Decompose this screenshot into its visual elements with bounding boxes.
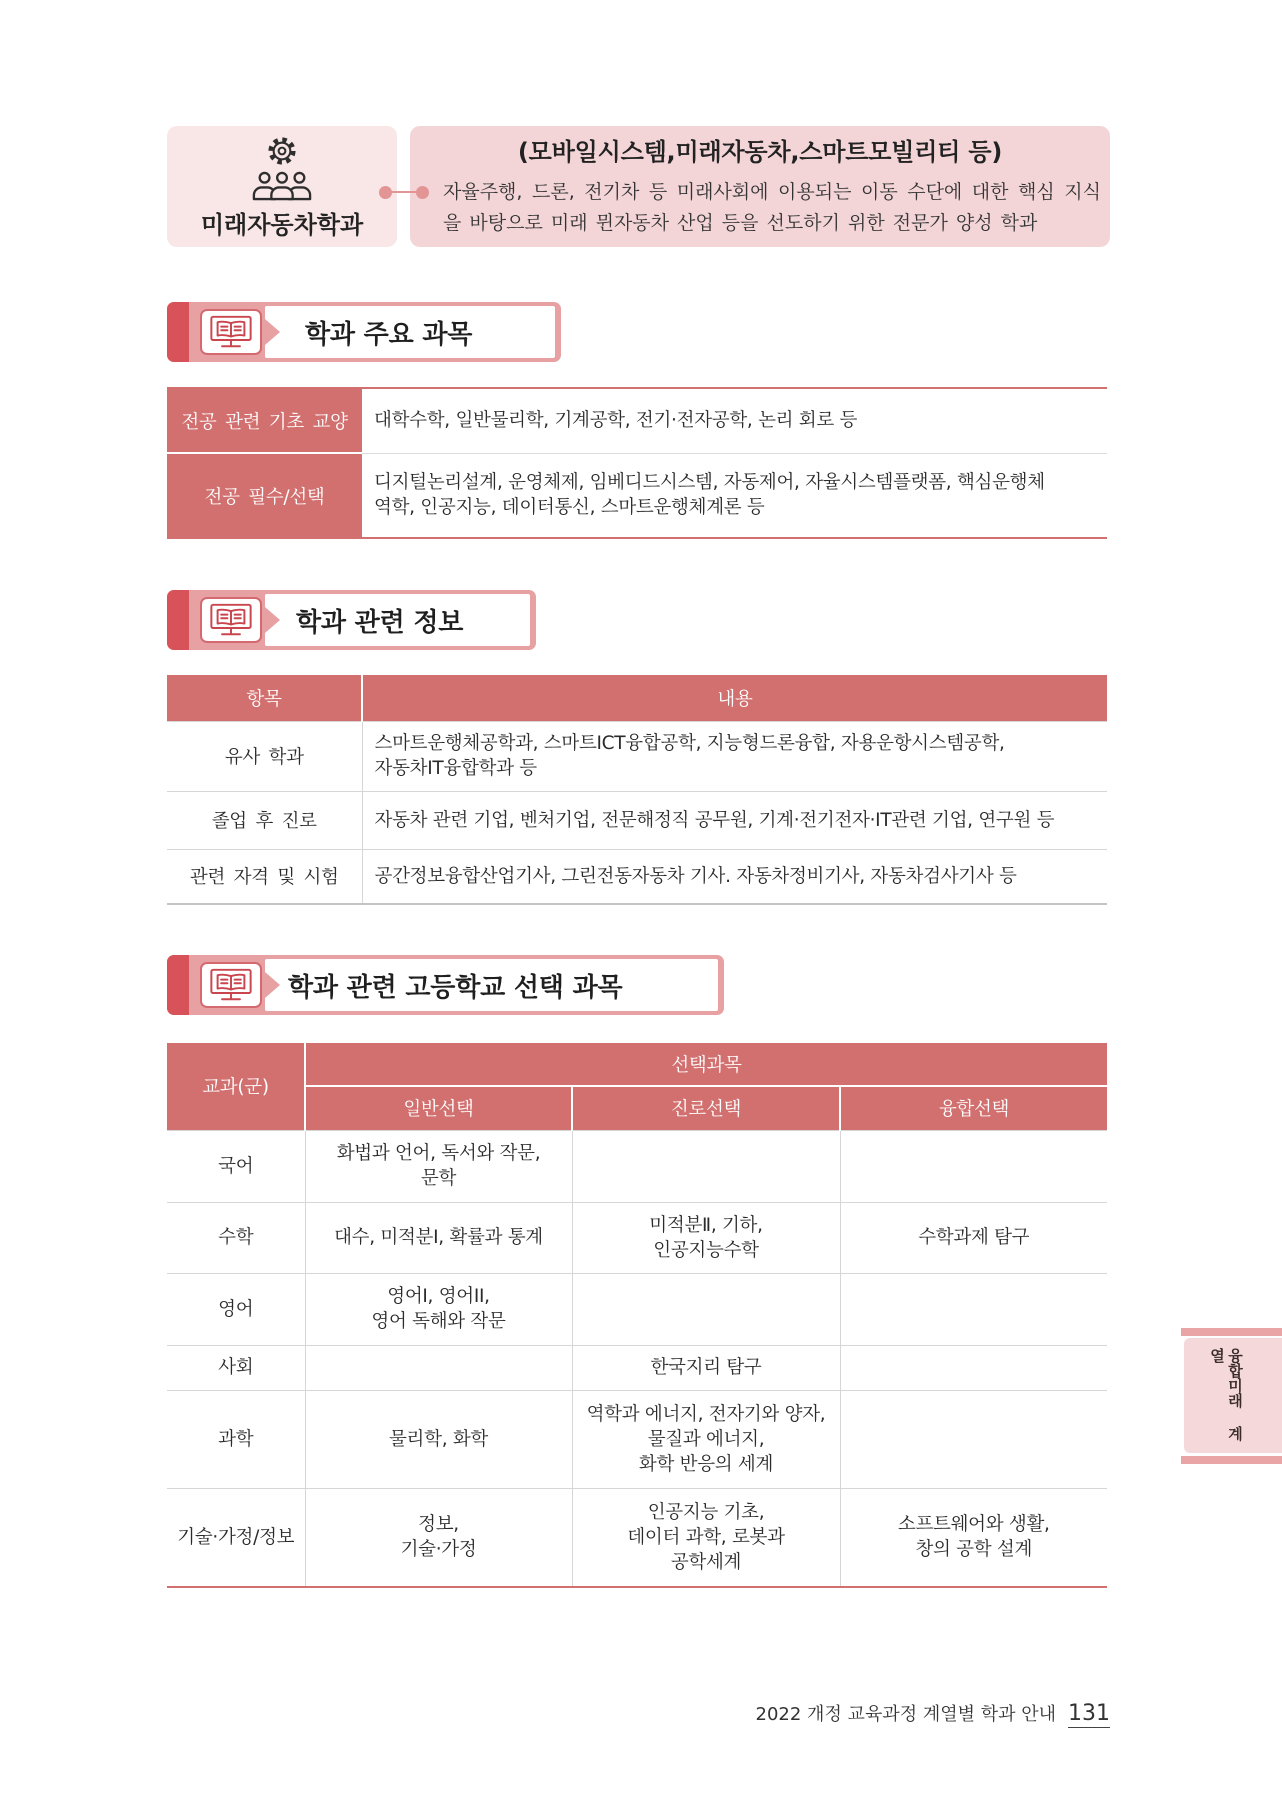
section-header-major-courses	[167, 302, 561, 362]
cell-line: 소프트웨어와 생활,	[897, 1514, 1050, 1536]
fusion-elective-cell	[840, 1202, 1107, 1273]
table-header-row	[167, 1043, 1107, 1086]
row-content	[362, 791, 1107, 849]
fusion-elective-cell	[840, 1488, 1107, 1587]
table-row	[167, 791, 1107, 849]
content-line: 스마트운행체공학과, 스마트ICT융합공학, 지능형드론융합, 자용운항시스템공학,	[374, 733, 1005, 754]
cell-line: 창의 공학 설계	[915, 1539, 1033, 1561]
section-header-related-info	[167, 590, 536, 650]
row-content	[362, 849, 1107, 904]
subject-cell	[167, 1273, 305, 1345]
section-title-box	[265, 594, 530, 646]
career-elective-cell	[572, 1273, 840, 1345]
column-header-career: 진로선택	[572, 1086, 840, 1130]
cell-line: 미적분Ⅱ, 기하,	[649, 1214, 763, 1236]
cell-line: 물질과 에너지,	[647, 1428, 765, 1450]
cell-line: 화법과 언어, 독서와 작문,	[336, 1143, 541, 1164]
cell-line: 기술·가정	[400, 1539, 477, 1561]
content-line: 자동차 관련 기업, 벤처기업, 전문해정직 공무원, 기계·전기전자·IT관련 기업, 연구원 등	[374, 809, 1055, 831]
side-tab-bottom-bar	[1181, 1456, 1282, 1464]
column-header-item: 항목	[167, 675, 362, 721]
fusion-elective-cell	[840, 1390, 1107, 1488]
subject-cell	[167, 1345, 305, 1390]
people-icon	[251, 170, 313, 201]
monitor-book-icon	[200, 962, 262, 1008]
career-elective-cell	[572, 1390, 840, 1488]
cell-line: 인공지능 기초,	[647, 1501, 765, 1523]
table-row	[167, 1390, 1107, 1488]
career-elective-cell	[572, 1202, 840, 1273]
subject-label: 사회	[218, 1357, 254, 1378]
cell-line: 정보,	[418, 1514, 459, 1536]
section-header-high-school-subjects	[167, 955, 724, 1015]
cell-line: 문학	[420, 1168, 457, 1189]
section-title-box	[265, 306, 555, 358]
side-tab	[1184, 1338, 1282, 1453]
row-content	[362, 388, 1107, 453]
subject-cell	[167, 1488, 305, 1587]
section-header-strip	[167, 302, 189, 362]
section-header-strip	[167, 955, 189, 1015]
section-arrow	[265, 319, 280, 345]
page-footer	[756, 1700, 1110, 1728]
section-title: 학과 관련 정보	[296, 607, 464, 638]
monitor-book-icon	[200, 309, 262, 355]
row-label-similar-departments: 유사 학과	[167, 721, 362, 791]
general-elective-cell	[305, 1345, 572, 1390]
table-header-row	[167, 1086, 1107, 1130]
table-row	[167, 1273, 1107, 1345]
section-title: 학과 관련 고등학교 선택 과목	[288, 972, 623, 1003]
department-fields: (모바일시스템,미래자동차,스마트모빌리티 등)	[517, 138, 1003, 166]
cell-line: 수학과제 탐구	[918, 1227, 1030, 1248]
cell-line: 대수, 미적분I, 확률과 통계	[334, 1227, 543, 1248]
cell-line: 한국지리 탐구	[650, 1357, 762, 1378]
row-label-major-required: 전공 필수/선택	[167, 453, 362, 538]
table-row	[167, 721, 1107, 791]
department-description-line: 을 바탕으로 미래 뮌자동차 산업 등을 선도하기 위한 전문가 양성 학과	[443, 212, 1038, 234]
section-arrow	[265, 972, 280, 998]
row-label-career: 졸업 후 진로	[167, 791, 362, 849]
department-info-card	[410, 126, 1110, 247]
side-tab-top-bar	[1181, 1328, 1282, 1336]
fusion-elective-cell	[840, 1273, 1107, 1345]
subject-label: 국어	[218, 1155, 254, 1177]
cell-line: 물리학, 화학	[388, 1428, 489, 1450]
table-row	[167, 1345, 1107, 1390]
section-title: 학과 주요 과목	[305, 319, 473, 350]
general-elective-cell	[305, 1202, 572, 1273]
table-row	[167, 849, 1107, 904]
table-row	[167, 1202, 1107, 1273]
content-line: 공간정보융합산업기사, 그린전동자동차 기사. 자동차정비기사, 자동차검사기사 등	[374, 865, 1017, 887]
subject-label: 영어	[218, 1298, 254, 1320]
footer-title: 2022 개정 교육과정 계열별 학과 안내	[755, 1704, 1056, 1725]
column-header-fusion: 융합선택	[840, 1086, 1107, 1130]
department-name: 미래자동차학과	[200, 211, 364, 239]
fusion-elective-cell	[840, 1345, 1107, 1390]
column-header-general: 일반선택	[305, 1086, 572, 1130]
table-row	[167, 1488, 1107, 1587]
general-elective-cell	[305, 1130, 572, 1202]
related-info-table	[167, 675, 1107, 905]
table-header-row	[167, 675, 1107, 721]
general-elective-cell	[305, 1488, 572, 1587]
row-label-certifications: 관련 자격 및 시험	[167, 849, 362, 904]
section-title-box	[265, 959, 718, 1011]
subject-label: 과학	[218, 1428, 254, 1450]
column-header-elective-group: 선택과목	[305, 1043, 1107, 1086]
table-row	[167, 453, 1107, 538]
row-content	[362, 721, 1107, 791]
cell-line: 공학세계	[670, 1551, 742, 1573]
subject-cell	[167, 1390, 305, 1488]
cell-line: 영어 독해와 작문	[371, 1311, 506, 1332]
content-line: 대학수학, 일반물리학, 기계공학, 전기·전자공학, 논리 회로 등	[374, 410, 858, 432]
connector-dot	[379, 186, 392, 199]
subject-label: 기술·가정/정보	[177, 1526, 295, 1548]
table-row	[167, 1130, 1107, 1202]
cell-line: 데이터 과학, 로봇과	[627, 1526, 785, 1548]
column-header-subject-group: 교과(군)	[167, 1043, 305, 1130]
content-line: 자동차IT융합학과 등	[374, 758, 537, 779]
subject-cell	[167, 1202, 305, 1273]
page-number: 131	[1068, 1701, 1110, 1726]
connector-dot	[416, 186, 429, 199]
subject-label: 수학	[218, 1227, 254, 1248]
career-elective-cell	[572, 1130, 840, 1202]
general-elective-cell	[305, 1273, 572, 1345]
cell-line: 영어I, 영어II,	[387, 1286, 490, 1307]
table-row	[167, 388, 1107, 453]
fusion-elective-cell	[840, 1130, 1107, 1202]
career-elective-cell	[572, 1488, 840, 1587]
general-elective-cell	[305, 1390, 572, 1488]
career-elective-cell	[572, 1345, 840, 1390]
row-label-basic-liberal-arts: 전공 관련 기초 교양	[167, 388, 362, 453]
department-card	[167, 126, 397, 247]
high-school-subjects-table	[167, 1043, 1107, 1588]
department-description-line: 자율주행, 드론, 전기차 등 미래사회에 이용되는 이동 수단에 대한 핵심 지식	[443, 181, 1101, 203]
content-line: 역학, 인공지능, 데이터통신, 스마트운행체계론 등	[374, 497, 765, 519]
subject-cell	[167, 1130, 305, 1202]
content-line: 디지털논리설계, 운영체제, 임베디드시스템, 자동제어, 자율시스템플랫폼, 핵심운행체	[374, 472, 1045, 494]
row-content	[362, 453, 1107, 538]
cell-line: 화학 반응의 세계	[638, 1453, 774, 1475]
gear-icon	[267, 136, 297, 166]
column-header-content: 내용	[362, 675, 1107, 721]
section-header-strip	[167, 590, 189, 650]
major-courses-table	[167, 387, 1107, 539]
section-arrow	[265, 607, 280, 633]
cell-line: 역학과 에너지, 전자기와 양자,	[586, 1403, 826, 1425]
side-tab-label: 융합미래 계열	[1208, 1348, 1244, 1441]
monitor-book-icon	[200, 597, 262, 643]
cell-line: 인공지능수학	[653, 1239, 759, 1261]
